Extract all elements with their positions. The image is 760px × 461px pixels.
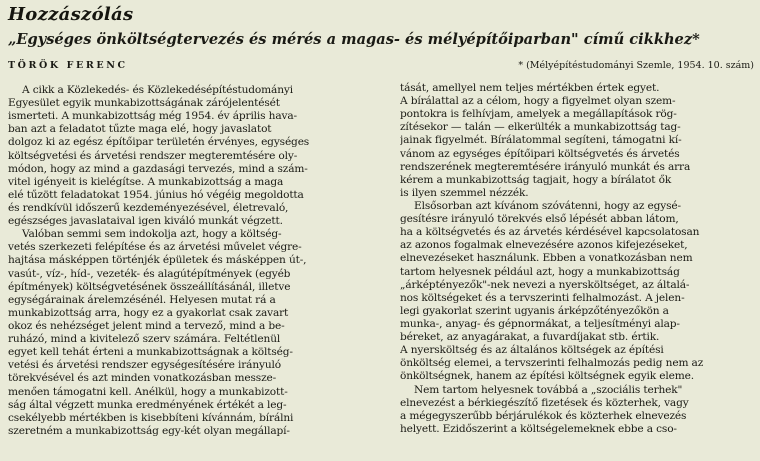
- text-line: Elsősorban azt kívánom szóvátenni, hogy az egysé-: [414, 199, 681, 212]
- text-line: dolgoz ki az egész építőipar területén érvényes, egységes: [8, 136, 310, 149]
- text-line: építmények) költségvetésének összeállításánál, illetve: [8, 280, 291, 293]
- text-line: A bírálattal az a célom, hogy a figyelmet olyan szem-: [400, 95, 676, 108]
- text-line: ha a költségvetés és az árvetés kérdésével kapcsolatosan: [400, 226, 700, 239]
- text-line: elé tűzött feladatokat 1954. június hó végéig megoldotta: [8, 188, 304, 201]
- text-line: helyett. Ezidőszerint a költségelemeknek ebbe a cso-: [400, 422, 677, 435]
- article-title: „Egységes önköltségtervezés és mérés a magas- és mélyépítőiparban" című cikkhez*: [8, 31, 700, 48]
- text-line: hajtása másképpen történjék épületek és másképpen út-,: [8, 254, 307, 267]
- text-line: egységárainak árelemzésénél. Helyesen mutat rá a: [8, 293, 276, 306]
- text-line: ban azt a feladatot tűzte maga elé, hogy javaslatot: [8, 123, 272, 136]
- text-line: rendszerének megteremtésére irányuló munkát és arra: [400, 160, 691, 173]
- text-line: okoz és nehézséget jelent mind a tervező, mind a be-: [8, 319, 285, 332]
- text-line: jainak figyelmét. Bírálatommal segíteni, támogatni kí-: [400, 134, 682, 147]
- text-line: a mégegyszerűbb bérjárulékok és közterhek elnevezés: [400, 409, 687, 422]
- left-column: [8, 84, 380, 438]
- source-footnote: * (Mélyépítéstudományi Szemle, 1954. 10. szám): [518, 60, 754, 71]
- text-line: ruházó, mind a kivitelező szerv számára. Feltétlenül: [8, 333, 281, 346]
- text-line: vetési és árvetési rendszer egységesítésére irányuló: [8, 359, 281, 372]
- text-line: az azonos fogalmak elnevezésére azonos kifejezéseket,: [400, 239, 688, 252]
- text-line: munka-, anyag- és gépnormákat, a teljesítményi alap-: [400, 317, 680, 330]
- text-line: legi gyakorlat szerint ugyanis árképzőtényezőkön a: [400, 304, 669, 317]
- text-line: Egyesület egyik munkabizottságának zárójelentését: [8, 97, 280, 110]
- text-line: ság által végzett munka eredményének értékét a leg-: [8, 398, 287, 411]
- text-line: tartom helyesnek például azt, hogy a munkabizottság: [400, 265, 680, 278]
- text-line: zítésekor — talán — elkerülték a munkabizottság tag-: [400, 121, 681, 134]
- text-line: pontokra is felhívjam, amelyek a megállapítások rög-: [400, 108, 677, 121]
- text-line: költségvetési és árvetési rendszer megteremtésére oly-: [8, 149, 298, 162]
- text-line: elnevezéseket használunk. Ebben a vonatkozásban nem: [400, 252, 693, 265]
- text-line: kérem a munkabizottság tagjait, hogy a bírálatot ők: [400, 173, 672, 186]
- text-line: és rendkívül időszerű kezdeményezésével, életrevaló,: [8, 201, 289, 214]
- text-line: elnevezést a bérkiegészítő fizetések és közterhek, vagy: [400, 396, 689, 409]
- text-line: Valóban semmi sem indokolja azt, hogy a költség-: [22, 228, 282, 241]
- text-line: vitel igényeit is kielégítse. A munkabizottság a maga: [8, 175, 284, 188]
- author-name: TÖRÖK FERENC: [8, 60, 128, 71]
- text-line: is ilyen szemmel nézzék.: [400, 186, 529, 199]
- text-line: módon, hogy az mind a gazdasági tervezés, mind a szám-: [8, 162, 308, 175]
- text-line: A cikk a Közlekedés- és Közlekedésépítéstudományi: [22, 84, 293, 96]
- text-line: törekvésével és azt minden vonatkozásban messze-: [8, 372, 277, 385]
- text-line: önköltség elemei, a tervszerinti felhalmozás pedig nem az: [400, 357, 704, 370]
- text-line: csekélyebb mértékben is kisebbíteni kívánnám, bírálni: [8, 411, 294, 424]
- text-line: vánom az egységes építőipari költségvetés és árvetés: [400, 147, 680, 160]
- text-line: menően támogatni kell. Anélkül, hogy a munkabizott-: [8, 385, 288, 398]
- text-line: tását, amellyel nem teljes mértékben értek egyet.: [400, 82, 660, 94]
- text-line: munkabizottság arra, hogy ez a gyakorlat csak zavart: [8, 306, 289, 319]
- section-heading: Hozzászólás: [8, 4, 134, 25]
- text-line: Nem tartom helyesnek továbbá a „szociális terhek": [414, 383, 683, 396]
- text-line: vasút-, víz-, híd-, vezeték- és alagútépítmények (egyéb: [8, 267, 291, 280]
- text-line: nos költségeket és a tervszerinti felhalmozást. A jelen-: [400, 291, 685, 304]
- text-line: béreket, az anyagárakat, a fuvardíjakat stb. értik.: [400, 331, 660, 344]
- text-line: „árképtényezők"-nek nevezi a nyersköltséget, az általá-: [400, 278, 690, 291]
- text-line: önköltségnek, hanem az építési költségnek egyik eleme.: [400, 370, 694, 383]
- text-line: A nyersköltség és az általános költségek az építési: [400, 344, 664, 357]
- text-line: egészséges javaslataival igen kiváló munkát végzett.: [8, 215, 283, 228]
- text-line: egyet kell tehát érteni a munkabizottságnak a költség-: [8, 346, 293, 359]
- right-column: [400, 82, 756, 436]
- text-line: ismerteti. A munkabizottság még 1954. év április hava-: [8, 110, 297, 123]
- text-line: szeretném a munkabizottság egy-két olyan megállapí-: [8, 424, 290, 437]
- text-line: gesítésre irányuló törekvés első lépését abban látom,: [400, 213, 679, 226]
- text-line: vetés szerkezeti felépítése és az árvetési művelet végre-: [8, 241, 302, 254]
